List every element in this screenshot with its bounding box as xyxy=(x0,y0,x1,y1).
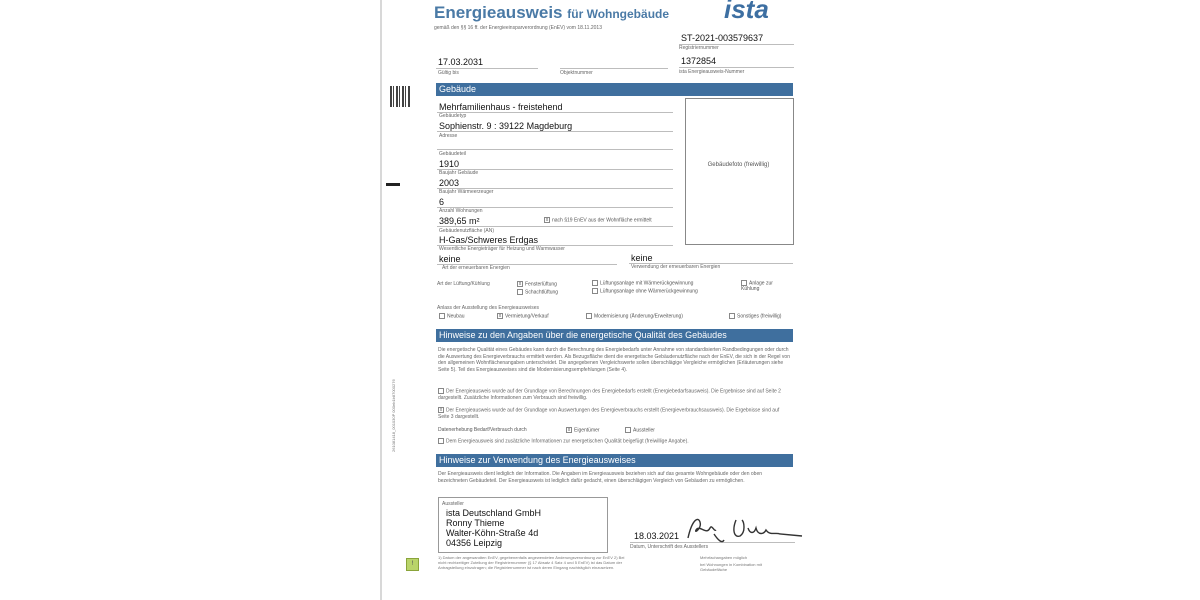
document-subtitle: gemäß den §§ 16 ff. der Energieeinsparverordnung (EnEV) vom 18.11.2013 xyxy=(434,25,602,31)
valid-until-label: Gültig bis xyxy=(438,70,459,76)
year-heater-label: Baujahr Wärmeerzeuger xyxy=(439,189,494,195)
year-heater: 2003 xyxy=(439,178,460,188)
ventilation-label: Art der Lüftung/Kühlung xyxy=(437,281,490,287)
area-label: Gebäudenutzfläche (AN) xyxy=(439,228,495,234)
issuer-street: Walter-Köhn-Straße 4d xyxy=(446,528,539,538)
ventilation-option-window[interactable]: x Fensterlüftung xyxy=(518,281,557,288)
usage-paragraph: Der Energieausweis dient lediglich der Information. Die Angaben im Energieausweis beziehen sich auf das gesamte Wohngebäude oder den oben bezeichneten Gebäudeteil. Der Energieausweis ist lediglich dafür gedacht, einen überschlägigen Vergleich von Gebäuden zu ermöglichen. xyxy=(438,471,763,484)
issuer-company: ista Deutschland GmbH xyxy=(446,508,542,518)
ista-number-label: ista Energieausweis-Nummer xyxy=(679,69,745,75)
section-notes: Hinweise zu den Angaben über die energetische Qualität des Gebäudes xyxy=(436,329,793,342)
energy-carrier-label: Wesentliche Energieträger für Heizung und Warmwasser xyxy=(439,246,565,252)
building-photo-label: Gebäudefoto (freiwillig) xyxy=(707,162,770,168)
page-edge xyxy=(380,0,382,600)
valid-until: 17.03.2031 xyxy=(438,57,484,67)
signature-icon xyxy=(684,510,806,546)
renewable-type-label: Art der erneuerbaren Energien xyxy=(442,265,510,271)
issuer-city: 04356 Leipzig xyxy=(446,538,503,548)
ventilation-option-without-recovery[interactable]: Lüftungsanlage ohne Wärmerückgewinnung xyxy=(592,288,698,294)
year-built-label: Baujahr Gebäude xyxy=(439,170,479,176)
renewable-use: keine xyxy=(631,253,653,263)
issue-date: 18.03.2021 xyxy=(634,531,680,541)
registration-label: Registriernummer xyxy=(679,45,719,51)
occasion-label: Anlass der Ausstellung des Energieausweises xyxy=(437,305,540,311)
option-consumption-certificate[interactable]: x Der Energieausweis wurde auf der Grundlage von Auswertungen des Energieverbrauchs erstellt (Energieverbrauchsausweis). Die Ergebnisse sind auf Seite 3 dargestellt. xyxy=(438,407,780,420)
object-number-label: Objektnummer xyxy=(560,70,593,76)
building-photo-frame xyxy=(685,98,794,245)
issuer-name: Ronny Thieme xyxy=(446,518,505,528)
qr-code-icon xyxy=(390,86,411,107)
section-usage: Hinweise zur Verwendung des Energieausweises xyxy=(436,454,793,467)
footnote-right-2: bei Wohnungen in Kombination mit Gebäudefläche xyxy=(700,562,762,572)
document-title: Energieausweis für Wohngebäude xyxy=(434,3,670,22)
option-demand-certificate[interactable]: Der Energieausweis wurde auf der Grundlage von Berechnungen des Energiebedarfs erstellt (Energiebedarfsausweis). Die Ergebnisse sind auf Seite 2 dargestellt. Zusätzliche Informationen zum Verbrauch sind freiwillig. xyxy=(438,388,781,401)
issue-date-label: Datum, Unterschrift des Ausstellers xyxy=(630,544,709,550)
building-type-label: Gebäudetyp xyxy=(439,113,467,119)
occasion-option-other[interactable]: Sonstiges (freiwillig) xyxy=(729,313,781,319)
year-built: 1910 xyxy=(439,159,460,169)
ista-logo: ista xyxy=(724,0,769,24)
usable-area: 389,65 m² xyxy=(439,216,480,226)
data-owner-option[interactable]: x Eigentümer xyxy=(567,427,600,434)
issuer-label: Aussteller xyxy=(442,501,464,507)
renewable-type: keine xyxy=(439,254,461,264)
building-type: Mehrfamilienhaus - freistehend xyxy=(439,102,563,112)
energy-carrier: H-Gas/Schweres Erdgas xyxy=(439,235,539,245)
ventilation-option-shaft[interactable]: Schachtlüftung xyxy=(517,289,558,295)
occasion-option-modernisation[interactable]: Modernisierung (Änderung/Erweiterung) xyxy=(586,313,683,319)
footnotes-left: 1) Datum der angewandten EnEV, gegebenenfalls angewendeten Änderungsverordnung zur EnEV 2) Bei nicht rechtzeitiger Zuteilung der Registriernummer (§ 17 Absatz 4 Satz 4 und 5 EnEV) ist das Datum der Antragstellung einzutragen; die Registriernummer ist nach deren Eingang nachträglich einzusetzen. xyxy=(438,555,625,570)
data-issuer-option[interactable]: Aussteller xyxy=(625,427,655,433)
ventilation-option-with-recovery[interactable]: Lüftungsanlage mit Wärmerückgewinnung xyxy=(592,280,693,286)
occasion-option-new[interactable]: Neubau xyxy=(439,313,465,319)
data-collection-label: Datenerhebung Bedarf/Verbrauch durch xyxy=(438,427,527,433)
side-code: 261081418_001030P 000eb1b87000276 xyxy=(391,379,396,452)
punch-mark xyxy=(386,183,400,186)
registration-number: ST-2021-003579637 xyxy=(681,33,764,43)
ista-number: 1372854 xyxy=(681,56,717,66)
address-label: Adresse xyxy=(439,133,458,139)
renewable-use-label: Verwendung der erneuerbaren Energien xyxy=(631,264,721,270)
green-tag-icon: ! xyxy=(406,558,419,571)
option-additional-info[interactable]: Dem Energieausweis sind zusätzliche Informationen zur energetischen Qualität beigefügt (freiwillige Angabe). xyxy=(438,438,792,445)
section-building: Gebäude xyxy=(436,83,793,96)
area-note: x nach §19 EnEV aus der Wohnfläche ermittelt xyxy=(545,217,652,224)
units-count: 6 xyxy=(439,197,445,207)
occasion-option-rent-sale[interactable]: x Vermietung/Verkauf xyxy=(498,313,549,320)
units-label: Anzahl Wohnungen xyxy=(439,208,483,214)
building-part-label: Gebäudeteil xyxy=(439,151,466,157)
building-address: Sophienstr. 9 : 39122 Magdeburg xyxy=(439,121,573,131)
footnote-right-1: Mehrfachangaben möglich xyxy=(700,555,748,560)
notes-paragraph: Die energetische Qualität eines Gebäudes kann durch die Berechnung des Energiebedarfs unter Annahme von standardisierten Randbedingungen oder durch die Auswertung des Energieverbrauchs ermittelt werden. Als Bezugsfläche dient die energetische Gebäudenutzfläche nach der EnEV, die sich in der Regel von den allgemeinen Wohnflächenangaben unterscheidet. Die angegebenen Vergleichswerte sollen überschlägige Vergleiche ermöglichen (Erläuterungen siehe Seite 5). Teil des Energieausweises sind die Modernisierungsempfehlungen (Seite 4). xyxy=(438,347,790,373)
ventilation-option-cooling[interactable]: Anlage zur Kühlung xyxy=(741,280,773,293)
